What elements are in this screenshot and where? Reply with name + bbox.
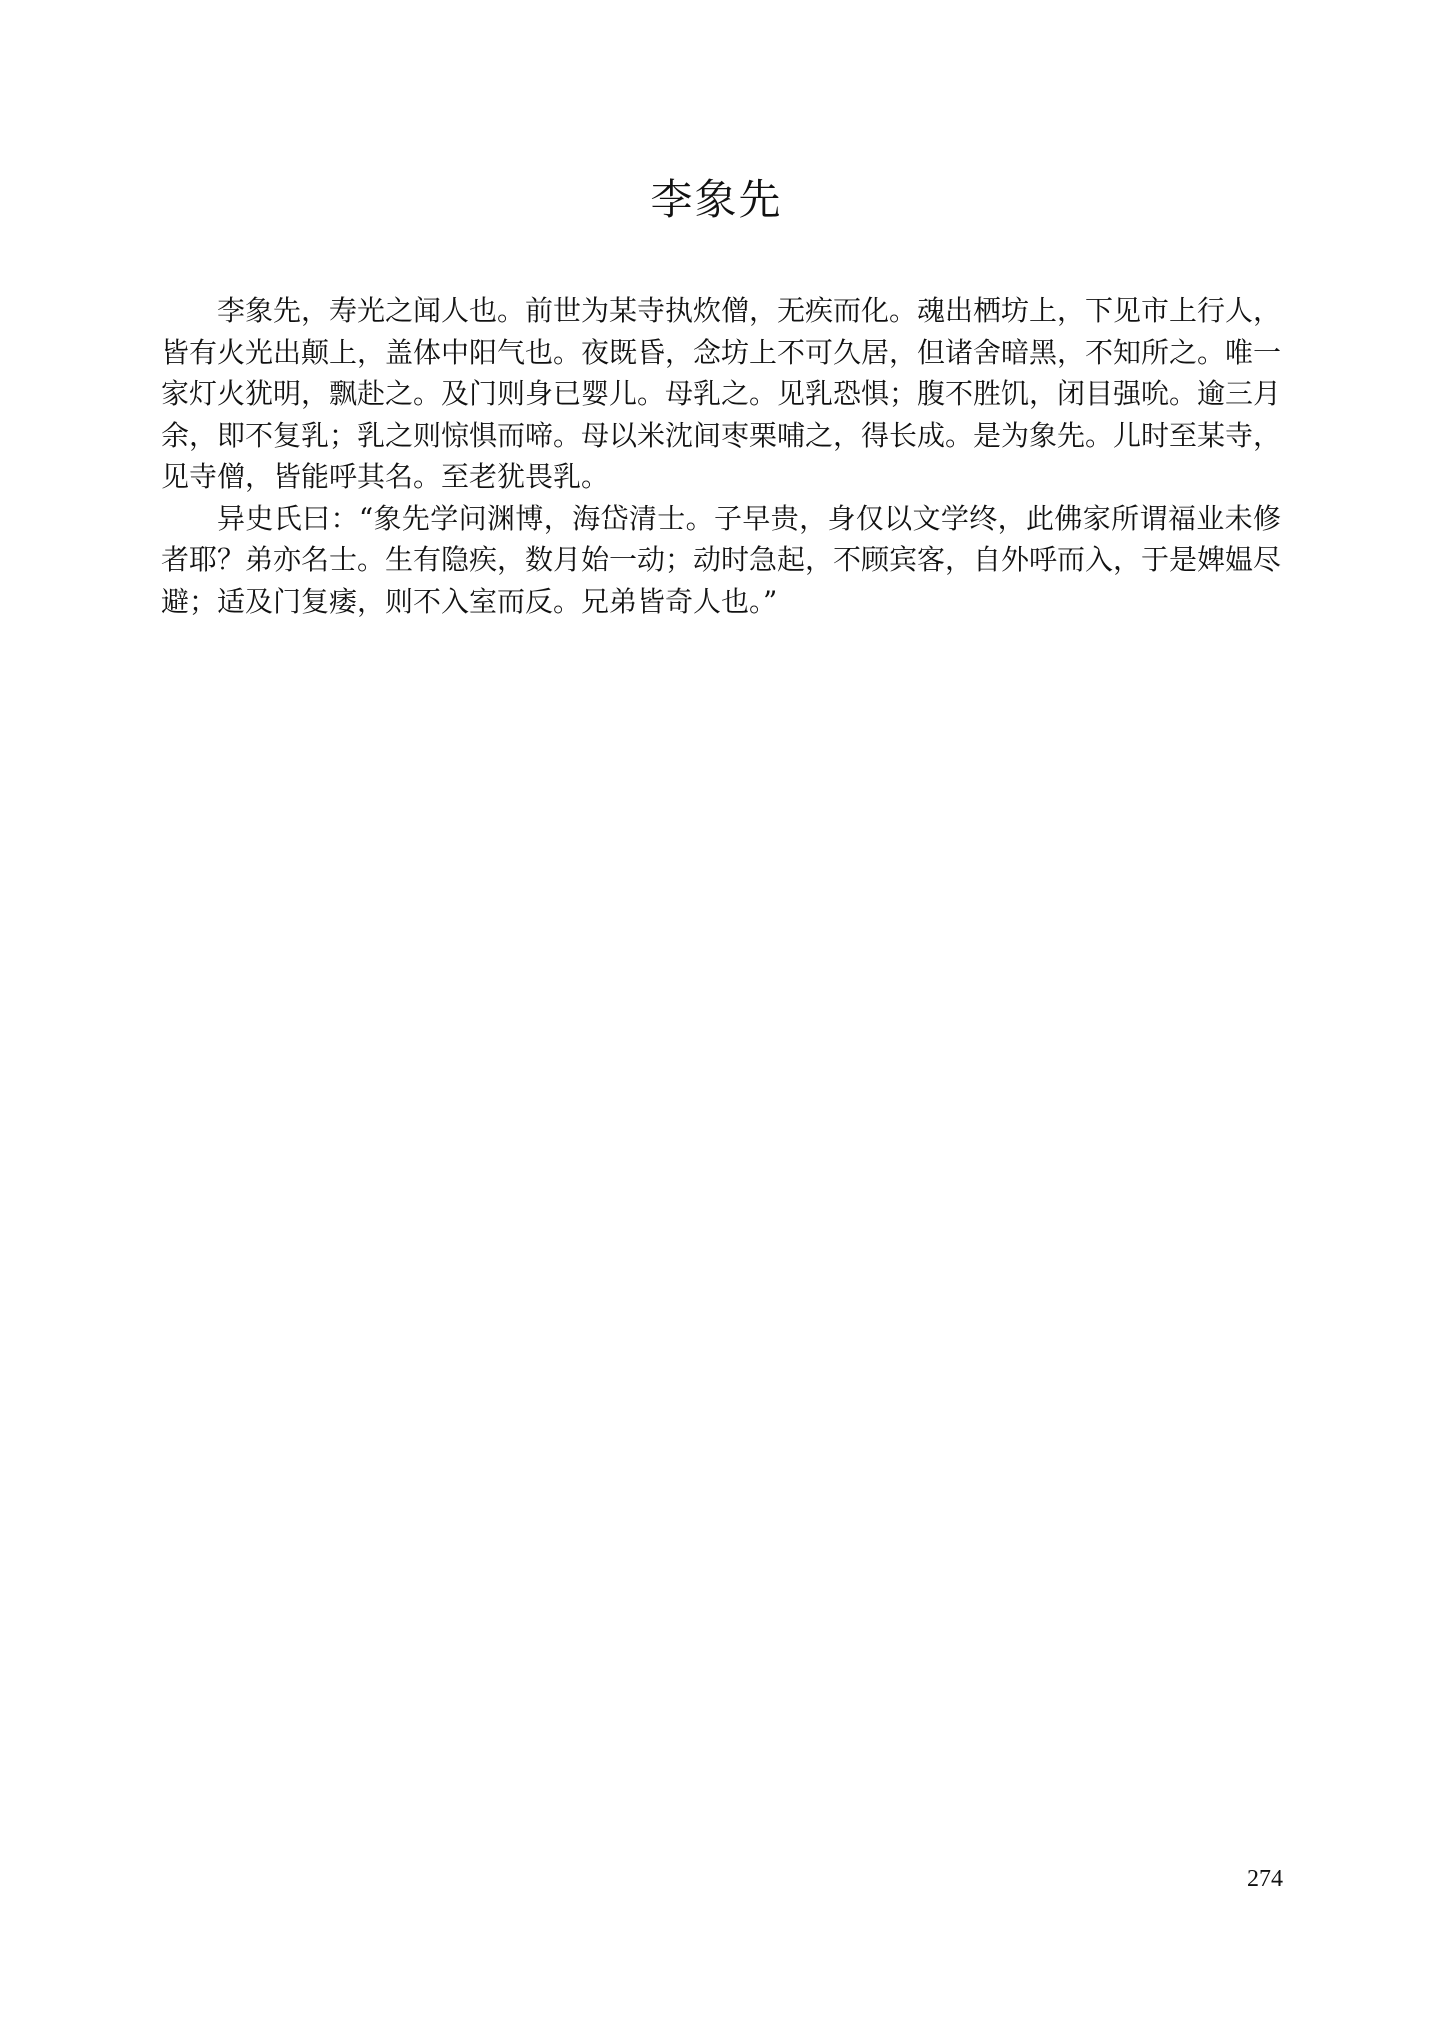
paragraph-2: 异史氏曰：“象先学问渊博，海岱清士。子早贵，身仅以文学终，此佛家所谓福业未修者耶？弟亦名士。生有隐疾，数月始一动；动时急起，不顾宾客，自外呼而入，于是婢媪尽避；适及门复痿，则不入室而反。兄弟皆奇人也。”	[161, 501, 1282, 618]
paragraph-1: 李象先，寿光之闻人也。前世为某寺执炊僧，无疾而化。魂出栖坊上，下见市上行人，皆有火光出颠上，盖体中阳气也。夜既昏，念坊上不可久居，但诸舍暗黑，不知所之。唯一家灯火犹明，飘赴之。及门则身已婴儿。母乳之。见乳恐惧；腹不胜饥，闭目强吮。逾三月余，即不复乳；乳之则惊惧而啼。母以米沈间枣栗哺之，得长成。是为象先。儿时至某寺，见寺僧，皆能呼其名。至老犹畏乳。	[161, 294, 1282, 493]
page-title: 李象先	[650, 175, 783, 224]
body-text	[161, 290, 1281, 622]
page-number: 274	[1247, 1866, 1283, 1892]
